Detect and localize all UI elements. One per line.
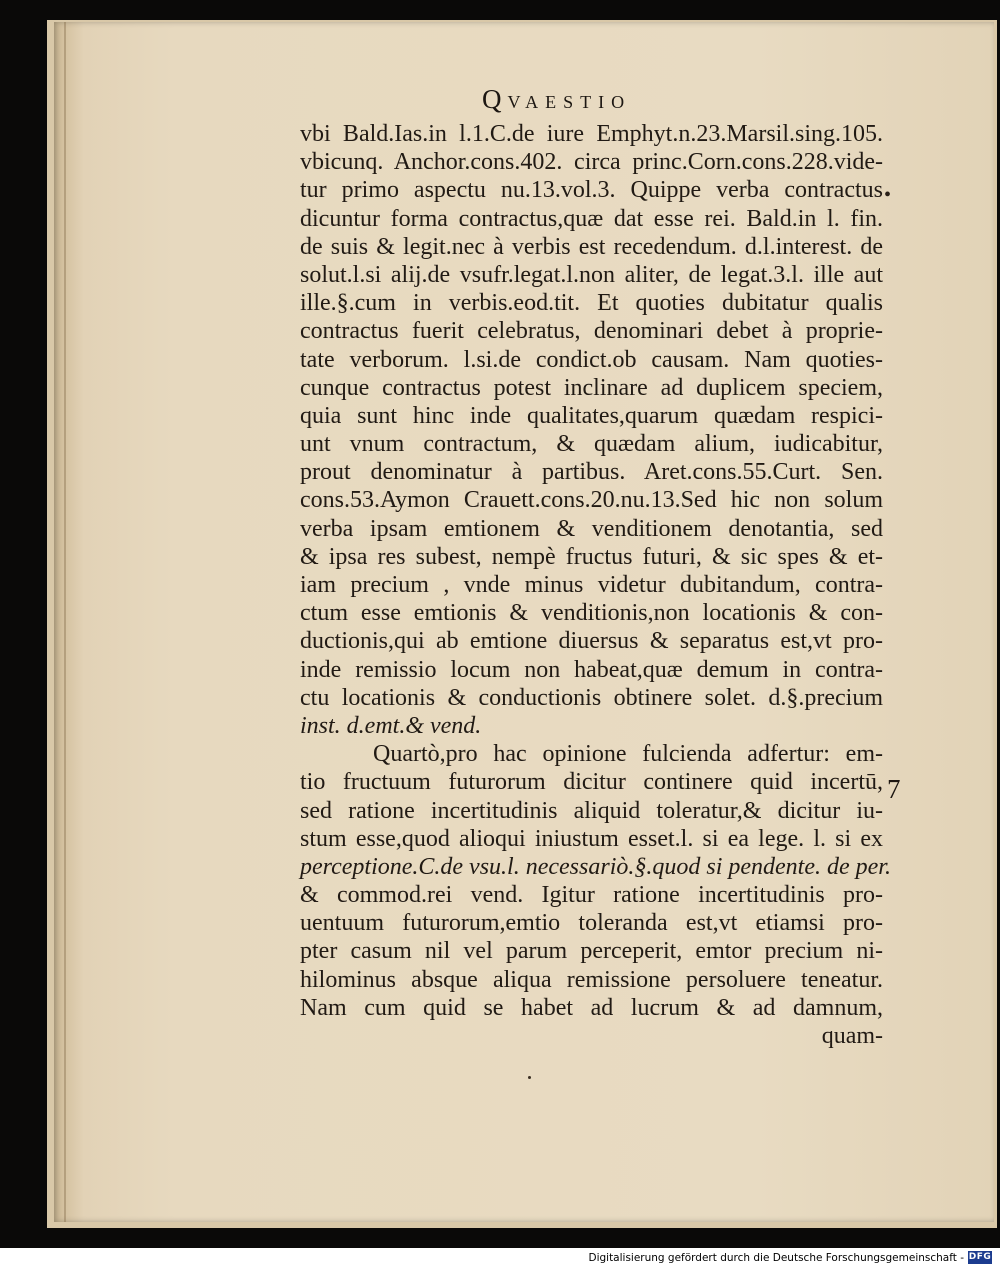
text-line: vbicunq. Anchor.cons.402. circa princ.Corn.cons.228.vide- <box>300 149 883 176</box>
text-line: contractus fuerit celebratus, denominari debet à proprie- <box>300 318 883 345</box>
text-line: sed ratione incertitudinis aliquid toleratur,& dicitur iu- <box>300 797 883 824</box>
text-line: tate verborum. l.si.de condict.ob causam. Nam quoties- <box>300 346 883 373</box>
footer-credit: Digitalisierung gefördert durch die Deutsche Forschungsgemeinschaft - <box>588 1251 964 1264</box>
text-line: ille.§.cum in verbis.eod.tit. Et quoties dubitatur qualis <box>300 290 883 317</box>
text-line: perceptione.C.de vsu.l. necessariò.§.quod si pendente. de per. <box>300 853 891 880</box>
running-head-initial: Q <box>482 84 508 114</box>
text-line: dicuntur forma contractus,quæ dat esse rei. Bald.in l. fin. <box>300 205 883 232</box>
running-head <box>482 84 631 115</box>
text-line: uentuum futurorum,emtio toleranda est,vt etiamsi pro- <box>300 910 883 937</box>
text-line: cunque contractus potest inclinare ad duplicem speciem, <box>300 374 883 401</box>
margin-number: 7 <box>887 774 901 804</box>
text-line: stum esse,quod alioqui iniustum esset.l. si ea lege. l. si ex <box>300 825 883 852</box>
text-line: tur primo aspectu nu.13.vol.3. Quippe verba contractus <box>300 177 883 204</box>
text-line: & commod.rei vend. Igitur ratione incertitudinis pro- <box>300 882 883 909</box>
text-line: verba ipsam emtionem & venditionem denotantia, sed <box>300 515 883 542</box>
text-line: ductionis,qui ab emtione diuersus & separatus est,vt pro- <box>300 628 883 655</box>
text-line: solut.l.si alij.de vsufr.legat.l.non aliter, de legat.3.l. ille aut <box>300 261 883 288</box>
text-line: pter casum nil vel parum perceperit, emtor precium ni- <box>300 938 883 965</box>
catchword: quam- <box>821 1023 883 1049</box>
margin-mark: • <box>884 184 892 206</box>
text-line: vbi Bald.Ias.in l.1.C.de iure Emphyt.n.23.Marsil.sing.105. <box>300 121 883 147</box>
page-gutter <box>64 22 66 1222</box>
text-line: de suis & legit.nec à verbis est recedendum. d.l.interest. de <box>300 233 883 260</box>
text-line: hilominus absque aliqua remissione persoluere teneatur. <box>300 966 883 993</box>
digitization-footer <box>588 1248 992 1267</box>
text-line: inst. d.emt.& vend. <box>300 712 482 739</box>
text-line: iam precium , vnde minus videtur dubitandum, contra- <box>300 572 883 598</box>
text-line: tio fructuum futurorum dicitur continere quid incertū, <box>300 769 883 796</box>
dfg-logo-icon: DFG <box>968 1252 992 1262</box>
text-line: ctum esse emtionis & venditionis,non locationis & con- <box>300 600 883 627</box>
paragraph-start-line: Quartò,pro hac opinione fulcienda adfertur: em- <box>373 741 883 768</box>
text-line: cons.53.Aymon Crauett.cons.20.nu.13.Sed hic non solum <box>300 487 883 514</box>
text-line: prout denominatur à partibus. Aret.cons.55.Curt. Sen. <box>300 459 883 486</box>
running-head-rest: VAESTIO <box>507 92 632 112</box>
text-line: unt vnum contractum, & quædam alium, iudicabitur, <box>300 431 883 458</box>
paper-speck <box>528 1076 531 1079</box>
body-text <box>300 120 891 1050</box>
text-line: & ipsa res subest, nempè fructus futuri, & sic spes & et- <box>300 543 883 570</box>
text-line: inde remissio locum non habeat,quæ demum in contra- <box>300 656 883 683</box>
text-line: quia sunt hinc inde qualitates,quarum quædam respici- <box>300 402 883 429</box>
text-line: Nam cum quid se habet ad lucrum & ad damnum, <box>300 994 883 1021</box>
text-line: ctu locationis & conductionis obtinere solet. d.§.precium <box>300 684 883 711</box>
